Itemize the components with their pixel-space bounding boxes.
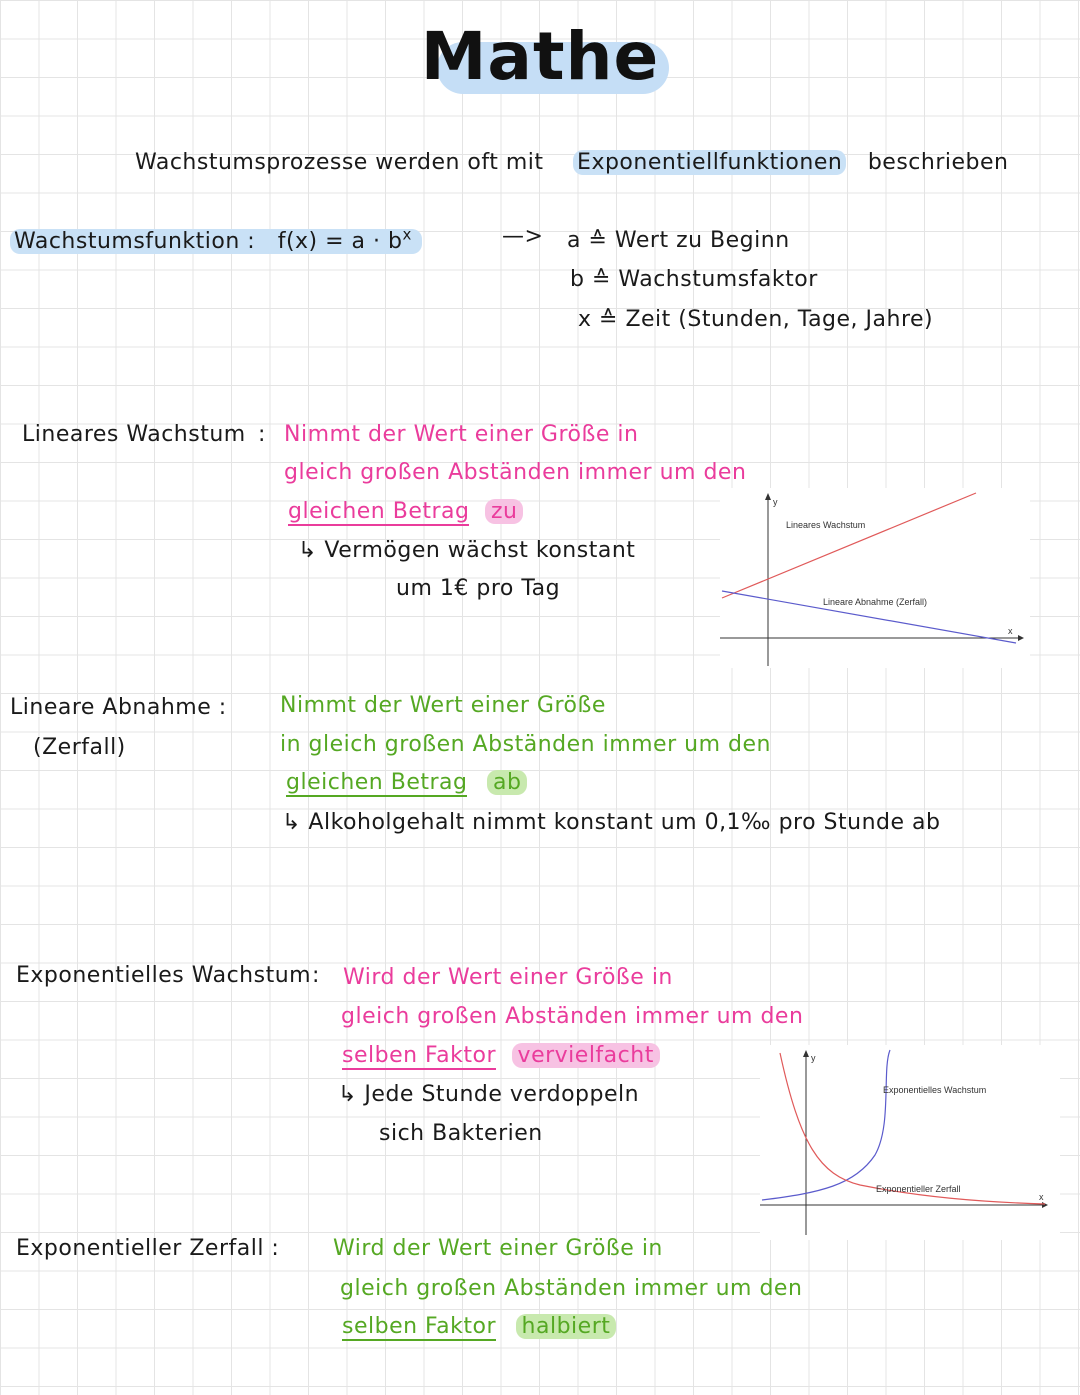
linear-y-arrow xyxy=(765,493,771,500)
linear-decay-highlight: ab xyxy=(487,770,527,795)
exp-decay-line1: Wird der Wert einer Größe in xyxy=(333,1236,663,1261)
formula-arrow: —> xyxy=(502,224,544,249)
linear-decay-sub: (Zerfall) xyxy=(33,735,126,760)
exp-growth-graph-label: Exponentielles Wachstum xyxy=(883,1085,987,1095)
exp-growth-line2: gleich großen Abständen immer um den xyxy=(341,1004,804,1029)
exp-growth-underlined: selben Faktor xyxy=(342,1043,497,1068)
formula-line xyxy=(10,226,422,254)
linear-decay-graph-label: Lineare Abnahme (Zerfall) xyxy=(823,597,928,607)
formula-def-a: a ≙ Wert zu Beginn xyxy=(567,228,790,253)
intro-highlight: Exponentiellfunktionen xyxy=(573,150,846,175)
linear-decay-line3 xyxy=(286,770,527,795)
exp-growth-term: Exponentielles Wachstum xyxy=(16,963,312,988)
exp-growth-line3 xyxy=(342,1043,660,1068)
exp-growth-line1: Wird der Wert einer Größe in xyxy=(343,965,673,990)
exp-x-arrow xyxy=(1042,1202,1048,1208)
linear-growth-example1: ↳ Vermögen wächst konstant xyxy=(298,538,636,563)
exp-decay-line3 xyxy=(342,1314,616,1339)
exp-decay-graph-label: Exponentieller Zerfall xyxy=(876,1184,961,1194)
exp-growth-curve xyxy=(762,1050,890,1200)
exp-y-arrow xyxy=(803,1050,809,1057)
exp-decay-line2: gleich großen Abständen immer um den xyxy=(340,1276,803,1301)
linear-graph xyxy=(720,488,1030,668)
intro-text: Wachstumsprozesse werden oft mit xyxy=(135,150,544,175)
linear-growth-highlight: zu xyxy=(485,499,524,524)
linear-growth-line3 xyxy=(288,499,523,524)
exp-decay-underlined: selben Faktor xyxy=(342,1314,497,1339)
intro-line xyxy=(135,150,1008,175)
exp-decay-curve xyxy=(780,1053,1045,1204)
formula-def-x: x ≙ Zeit (Stunden, Tage, Jahre) xyxy=(578,307,934,332)
linear-growth-line1: Nimmt der Wert einer Größe in xyxy=(284,422,639,447)
linear-decay-underlined: gleichen Betrag xyxy=(286,770,468,795)
linear-growth-line2: gleich großen Abständen immer um den xyxy=(284,460,747,485)
linear-x-label: x xyxy=(1008,626,1013,636)
exp-decay-highlight: halbiert xyxy=(516,1314,617,1339)
linear-decay-term: Lineare Abnahme : xyxy=(10,695,227,720)
exp-decay-term: Exponentieller Zerfall : xyxy=(16,1236,280,1261)
formula-exponent: x xyxy=(402,226,412,244)
linear-growth-example2: um 1€ pro Tag xyxy=(396,576,561,601)
page-title: Mathe xyxy=(420,18,660,95)
linear-growth-colon: : xyxy=(258,422,266,447)
linear-growth-graph-label: Lineares Wachstum xyxy=(786,520,866,530)
linear-growth-line xyxy=(722,493,976,598)
linear-growth-term: Lineares Wachstum xyxy=(22,422,246,447)
exp-y-label: y xyxy=(811,1053,816,1063)
linear-y-label: y xyxy=(773,497,778,507)
linear-decay-line2: in gleich großen Abständen immer um den xyxy=(280,732,771,757)
formula-def-b: b ≙ Wachstumsfaktor xyxy=(570,267,818,292)
exp-growth-example2: sich Bakterien xyxy=(379,1121,543,1146)
linear-graph-svg xyxy=(720,488,1030,668)
exp-graph xyxy=(760,1045,1060,1240)
formula-highlight xyxy=(10,226,422,255)
exp-growth-example1: ↳ Jede Stunde verdoppeln xyxy=(338,1082,640,1107)
formula-expression: f(x) = a · b xyxy=(277,229,403,255)
exp-growth-highlight: vervielfacht xyxy=(512,1043,660,1068)
exp-graph-svg xyxy=(760,1045,1060,1240)
formula-label: Wachstumsfunktion : xyxy=(14,229,256,255)
linear-decay-example: ↳ Alkoholgehalt nimmt konstant um 0,1‰ pro Stunde ab xyxy=(282,810,941,835)
linear-growth-underlined: gleichen Betrag xyxy=(288,499,470,524)
linear-x-arrow xyxy=(1018,635,1024,641)
exp-x-label: x xyxy=(1039,1192,1044,1202)
linear-decay-line1: Nimmt der Wert einer Größe xyxy=(280,693,606,718)
exp-growth-colon: : xyxy=(312,963,320,988)
intro-end: beschrieben xyxy=(867,150,1009,175)
